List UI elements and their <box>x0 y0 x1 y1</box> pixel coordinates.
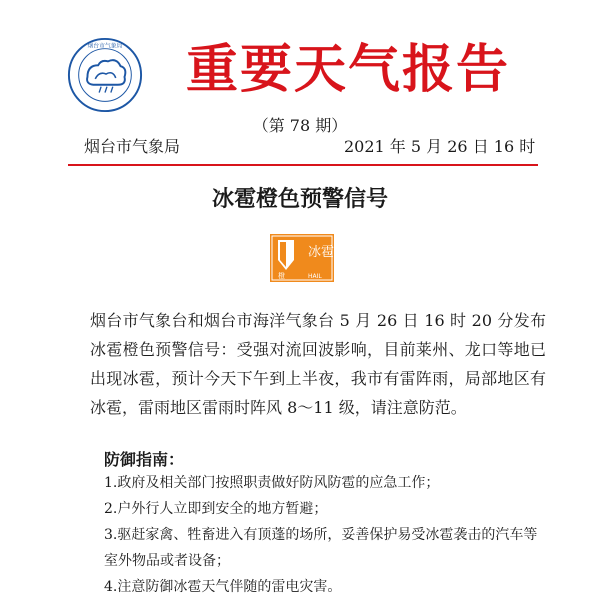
signal-icon-level: 橙 <box>278 272 285 280</box>
guide-list <box>104 470 548 600</box>
emblem-text: 烟台市气象局 <box>87 43 123 50</box>
guide-item: 3.驱赶家禽、牲畜进入有顶蓬的场所，妥善保护易受冰雹袭击的汽车等室外物品或者设备； <box>104 527 538 569</box>
issue-number: （第 78 期） <box>252 116 348 135</box>
signal-icon-cn: 冰雹 <box>308 245 334 260</box>
signal-icon-en: HAIL <box>308 273 322 280</box>
guide-item: 1.政府及相关部门按照职责做好防风防雹的应急工作； <box>104 475 440 491</box>
warning-body: 烟台市气象台和烟台市海洋气象台 5 月 26 日 16 时 20 分发布冰雹橙色预警信号：受强对流回波影响，目前莱州、龙口等地已出现冰雹，预计今天下午到上半夜，我市有雷阵雨，局部地区有冰雹，雷雨地区雷雨时阵风 8～11 级，请注意防范。 <box>90 311 546 417</box>
red-divider <box>68 164 538 166</box>
issue-datetime: 2021 年 5 月 26 日 16 时 <box>344 137 536 156</box>
guide-item: 4.注意防御冰雹天气伴随的雷电灾害。 <box>104 579 342 595</box>
signal-title: 冰雹橙色预警信号 <box>211 186 388 212</box>
report-title: 重要天气报告 <box>186 39 511 100</box>
guide-item: 2.户外行人立即到安全的地方暂避； <box>104 501 328 517</box>
issuing-org: 烟台市气象局 <box>84 137 181 156</box>
hail-orange-warning-icon <box>270 234 334 282</box>
cma-emblem-icon <box>66 36 144 114</box>
guide-title: 防御指南： <box>104 450 185 469</box>
